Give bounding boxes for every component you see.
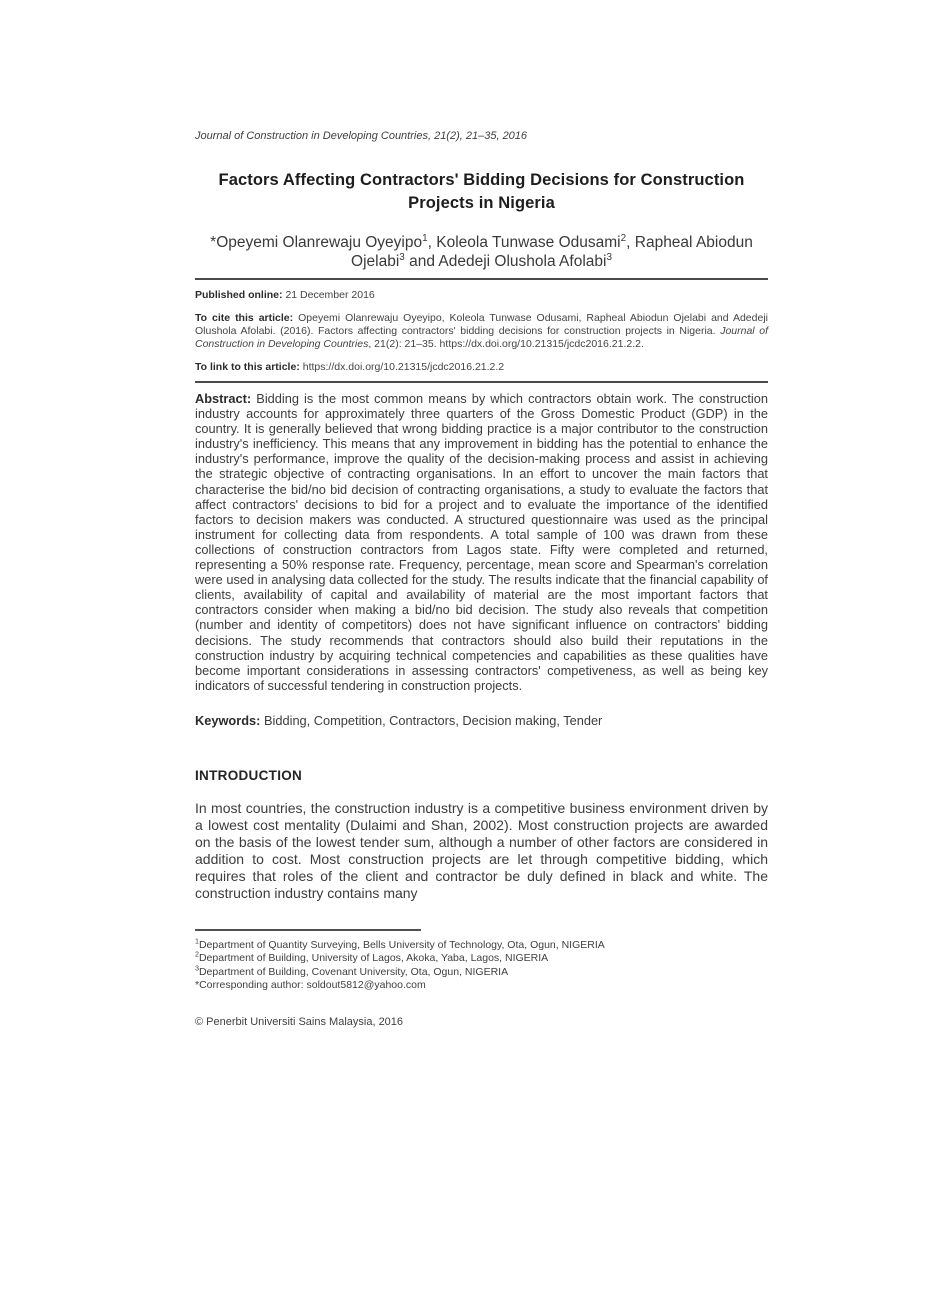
author-affiliation-sup: 2 — [620, 232, 627, 244]
footnote-text: Department of Building, Covenant University, Ota, Ogun, NIGERIA — [198, 965, 509, 978]
footnote-affiliation — [195, 952, 768, 966]
cite-text-doi: , 21(2): 21–35. https://dx.doi.org/10.21315/jcdc2016.21.2.2. — [368, 338, 644, 350]
author-affiliation-sup: 3 — [606, 251, 612, 263]
introduction-paragraph: In most countries, the construction industry is a competitive business environment driven by a lowest cost mentality (Dulaimi and Shan, 2002). Most construction projects are awarded on the basis of the lowest tender sum, although a number of other factors are considered in addition to cost. Most construction projects are let through competitive bidding, which requires that roles of the client and contractor be duly defined in black and white. The construction industry contains many — [195, 799, 768, 901]
footnote-corresponding-author — [195, 979, 768, 993]
footnotes-block — [195, 939, 768, 993]
abstract-text: Bidding is the most common means by which contractors obtain work. The construction industry accounts for approximately three quarters of the Gross Domestic Product (GDP) in the country. It is generally believed that wrong bidding practice is a major contributor to the construction industry's inefficiency. This means that any improvement in bidding has the potential to enhance the industry's performance, improve the quality of the decision-making process and assist in achieving the strategic objective of contracting organisations. In an effort to uncover the main factors that characterise the bid/no bid decision of contracting organisations, a study to evaluate the factors that affect contractors' decisions to bid for a project and to evaluate the importance of the identified factors to decision makers was conducted. A structured questionnaire was used as the principal instrument for collecting data from respondents. A total sample of 100 was drawn from these collections of construction contractors from Lagos state. Fifty were completed and returned, representing a 50% response rate. Frequency, percentage, mean score and Spearman's correlation were used in analysing data collected for the study. The results indicate that the financial capability of clients, availability of capital and availability of material are the most important factors that contractors consider when making a bid/no bid decision. The study also reveals that competition (number and identity of competitors) does not have significant influence on contractors' bidding decisions. The study recommends that contractors should also build their reputations in the construction industry by acquiring technical competencies and capabilities as these qualities have become important considerations in assessing contractors' competiveness, as well as being key indicators of successful tendering in construction projects. — [195, 391, 768, 693]
author-affiliation-sup: 1 — [422, 232, 428, 244]
footnote-text: Corresponding author: soldout5812@yahoo.com — [199, 979, 426, 992]
article-link-line — [195, 361, 768, 374]
author-line — [195, 233, 768, 271]
footnote-text: Department of Quantity Surveying, Bells University of Technology, Ota, Ogun, NIGERIA — [198, 938, 605, 951]
abstract-label: Abstract: — [195, 391, 252, 406]
footnote-affiliation — [195, 939, 768, 953]
abstract-paragraph — [195, 391, 768, 693]
abstract-divider-rule — [195, 381, 768, 383]
cite-text: Opeyemi Olanrewaju Oyeyipo, Koleola Tunwase Odusami, Rapheal Abiodun Ojelabi and Adedeji Olushola Afolabi. (2016). Factors affecting contractors' bidding decisions for construction projects in Nigeria. — [195, 312, 768, 337]
doi-link-text: https://dx.doi.org/10.21315/jcdc2016.21.2.2 — [302, 361, 505, 373]
keywords-label: Keywords: — [195, 712, 261, 728]
author-name: *Opeyemi Olanrewaju Oyeyipo — [210, 234, 423, 251]
published-online-line — [195, 289, 768, 302]
author-name: and Adedeji Olushola Afolabi — [404, 253, 607, 270]
cite-label: To cite this article: — [195, 312, 294, 324]
cite-journal-name: Journal of Construction in Developing Countries — [195, 325, 768, 350]
paper-title: Factors Affecting Contractors' Bidding Decisions for Construction Projects in Nigeria — [218, 171, 745, 212]
citation-block — [195, 312, 768, 351]
content-column — [195, 0, 768, 1029]
footnote-separator-rule — [195, 929, 421, 931]
author-name: , Rapheal Abiodun Ojelabi — [351, 234, 753, 270]
footnote-marker: 2 — [195, 950, 199, 959]
link-label: To link to this article: — [195, 361, 300, 373]
author-affiliation-sup: 3 — [399, 251, 405, 263]
introduction-heading: INTRODUCTION — [195, 767, 303, 783]
published-online-value: 21 December 2016 — [285, 289, 375, 301]
footnote-marker: 1 — [195, 937, 199, 946]
journal-header-line: Journal of Construction in Developing Countries, 21(2), 21–35, 2016 — [195, 130, 528, 142]
author-name: , Koleola Tunwase Odusami — [427, 234, 621, 251]
published-online-label: Published online: — [195, 289, 283, 301]
header-divider-rule — [195, 278, 768, 280]
footnote-marker: * — [195, 979, 200, 992]
keywords-value: Bidding, Competition, Contractors, Decision making, Tender — [263, 712, 603, 728]
keywords-line — [195, 713, 768, 728]
footnote-text: Department of Building, University of Lagos, Akoka, Yaba, Lagos, NIGERIA — [198, 952, 549, 965]
publisher-copyright: © Penerbit Universiti Sains Malaysia, 2016 — [195, 1015, 404, 1028]
footnote-marker: 3 — [195, 964, 199, 973]
footnote-affiliation — [195, 966, 768, 980]
